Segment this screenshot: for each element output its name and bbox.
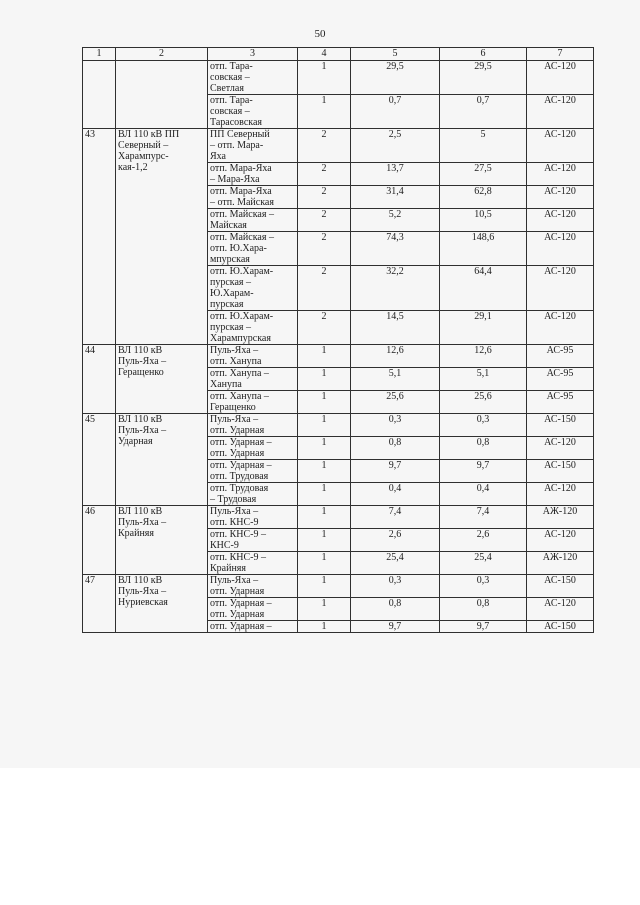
cell-text-line: Харампурская xyxy=(210,333,271,344)
length-cell: 25,6 xyxy=(351,391,440,414)
wire-type-cell: АС-95 xyxy=(527,368,594,391)
length-cell: 0,8 xyxy=(351,598,440,621)
cell-text-line: Яха xyxy=(210,151,226,162)
column-number-4: 4 xyxy=(298,48,351,61)
table-row xyxy=(83,506,594,529)
cell-text-line: Тарасовская xyxy=(210,117,263,128)
wire-type-cell: АС-120 xyxy=(527,129,594,163)
circuits-cell: 2 xyxy=(298,186,351,209)
column-number-7: 7 xyxy=(527,48,594,61)
circuits-cell: 1 xyxy=(298,506,351,529)
cell-text-line: Светлая xyxy=(210,83,244,94)
cell-text-line: Харампурс- xyxy=(118,151,169,162)
cell-text-line: отп. Ударная xyxy=(210,425,265,436)
circuits-cell: 1 xyxy=(298,95,351,129)
table-row xyxy=(83,575,594,598)
cell-text-line: Пуль-Яха – xyxy=(210,575,259,586)
cell-text-line: отп. КНС-9 xyxy=(210,517,259,528)
cell-text-line: Крайняя xyxy=(118,528,155,539)
cell-text-line: отп. Майская – xyxy=(210,232,274,243)
total-length-cell: 27,5 xyxy=(440,163,527,186)
total-length-cell: 0,8 xyxy=(440,598,527,621)
circuits-cell: 1 xyxy=(298,460,351,483)
cell-text-line: Пуль-Яха – xyxy=(118,425,167,436)
line-name-cell xyxy=(116,414,208,506)
total-length-cell: 0,8 xyxy=(440,437,527,460)
column-number-5: 5 xyxy=(351,48,440,61)
cell-text-line: пурская – xyxy=(210,322,252,333)
section-cell xyxy=(208,345,298,368)
column-number-6: 6 xyxy=(440,48,527,61)
circuits-cell: 2 xyxy=(298,129,351,163)
wire-type-cell: АС-95 xyxy=(527,391,594,414)
circuits-cell: 2 xyxy=(298,311,351,345)
wire-type-cell: АС-120 xyxy=(527,437,594,460)
cell-text-line: Нуриевская xyxy=(118,597,168,608)
cell-text-line: – Мара-Яха xyxy=(210,174,260,185)
table-row xyxy=(83,61,594,95)
length-cell: 74,3 xyxy=(351,232,440,266)
total-length-cell: 29,5 xyxy=(440,61,527,95)
length-cell: 7,4 xyxy=(351,506,440,529)
section-cell xyxy=(208,129,298,163)
table-row xyxy=(83,129,594,163)
line-number-cell: 47 xyxy=(83,575,116,633)
circuits-cell: 2 xyxy=(298,163,351,186)
column-number-row xyxy=(83,48,594,61)
cell-text-line: КНС-9 xyxy=(210,540,239,551)
cell-text-line: Пуль-Яха – xyxy=(118,517,167,528)
cell-text-line: Ханупа xyxy=(210,379,242,390)
length-cell: 31,4 xyxy=(351,186,440,209)
cell-text-line: ВЛ 110 кВ ПП xyxy=(118,129,180,140)
cell-text-line: отп. Ю.Хара- xyxy=(210,243,267,254)
total-length-cell: 2,6 xyxy=(440,529,527,552)
cell-text-line: отп. Ханупа – xyxy=(210,368,269,379)
cell-text-line: пурская xyxy=(210,299,244,310)
cell-text-line: Северный – xyxy=(118,140,169,151)
line-name-cell xyxy=(116,575,208,633)
circuits-cell: 1 xyxy=(298,575,351,598)
total-length-cell: 10,5 xyxy=(440,209,527,232)
length-cell: 9,7 xyxy=(351,460,440,483)
cell-text-line: отп. Ударная – xyxy=(210,598,272,609)
cell-text-line: Майская xyxy=(210,220,247,231)
cell-text-line: Крайняя xyxy=(210,563,247,574)
cell-text-line: Ю.Харам- xyxy=(210,288,254,299)
cell-text-line: отп. Ударная – xyxy=(210,460,272,471)
length-cell: 14,5 xyxy=(351,311,440,345)
cell-text-line: Геращенко xyxy=(118,367,164,378)
wire-type-cell: АС-120 xyxy=(527,232,594,266)
total-length-cell: 29,1 xyxy=(440,311,527,345)
section-cell xyxy=(208,61,298,95)
circuits-cell: 2 xyxy=(298,209,351,232)
cell-text-line: отп. Майская – xyxy=(210,209,274,220)
cell-text-line: отп. КНС-9 – xyxy=(210,529,266,540)
cell-text-line: Пуль-Яха – xyxy=(210,414,259,425)
wire-type-cell: АЖ-120 xyxy=(527,506,594,529)
line-number-cell: 46 xyxy=(83,506,116,575)
line-name-cell xyxy=(116,129,208,345)
cell-text-line: Геращенко xyxy=(210,402,256,413)
length-cell: 12,6 xyxy=(351,345,440,368)
cell-text-line: Пуль-Яха – xyxy=(210,345,259,356)
wire-type-cell: АС-120 xyxy=(527,529,594,552)
length-cell: 29,5 xyxy=(351,61,440,95)
wire-type-cell: АЖ-120 xyxy=(527,552,594,575)
length-cell: 0,3 xyxy=(351,414,440,437)
cell-text-line: отп. Ханупа – xyxy=(210,391,269,402)
column-number-1: 1 xyxy=(83,48,116,61)
section-cell xyxy=(208,598,298,621)
cell-text-line: – отп. Майская xyxy=(210,197,274,208)
cell-text-line: ВЛ 110 кВ xyxy=(118,345,163,356)
circuits-cell: 1 xyxy=(298,414,351,437)
circuits-cell: 1 xyxy=(298,345,351,368)
cell-text-line: мпурская xyxy=(210,254,250,265)
cell-text-line: отп. Мара-Яха xyxy=(210,163,272,174)
cell-text-line: отп. КНС-9 – xyxy=(210,552,266,563)
cell-text-line: отп. Ударная – xyxy=(210,437,272,448)
cell-text-line: отп. Тара- xyxy=(210,95,253,106)
cell-text-line: Ударная xyxy=(118,436,153,447)
length-cell: 32,2 xyxy=(351,266,440,311)
cell-text-line: совская – xyxy=(210,106,250,117)
circuits-cell: 1 xyxy=(298,598,351,621)
section-cell xyxy=(208,460,298,483)
circuits-cell: 1 xyxy=(298,437,351,460)
cell-text-line: отп. Трудовая xyxy=(210,483,269,494)
cell-text-line: ВЛ 110 кВ xyxy=(118,575,163,586)
section-cell xyxy=(208,311,298,345)
total-length-cell: 64,4 xyxy=(440,266,527,311)
circuits-cell: 1 xyxy=(298,529,351,552)
total-length-cell: 0,7 xyxy=(440,95,527,129)
table-row xyxy=(83,414,594,437)
wire-type-cell: АС-150 xyxy=(527,460,594,483)
line-name-cell xyxy=(116,506,208,575)
cell-text-line: отп. Ударная xyxy=(210,609,265,620)
total-length-cell: 0,4 xyxy=(440,483,527,506)
section-cell xyxy=(208,232,298,266)
length-cell: 0,4 xyxy=(351,483,440,506)
length-cell: 2,6 xyxy=(351,529,440,552)
cell-text-line: Пуль-Яха – xyxy=(210,506,259,517)
line-number-cell xyxy=(83,61,116,129)
column-number-2: 2 xyxy=(116,48,208,61)
length-cell: 5,1 xyxy=(351,368,440,391)
total-length-cell: 0,3 xyxy=(440,575,527,598)
cell-text-line: кая-1,2 xyxy=(118,162,148,173)
cell-text-line: отп. Ударная xyxy=(210,448,265,459)
cell-text-line: ПП Северный xyxy=(210,129,270,140)
cell-text-line: отп. Ханупа xyxy=(210,356,262,367)
section-cell xyxy=(208,368,298,391)
line-number-cell: 43 xyxy=(83,129,116,345)
line-number-cell: 44 xyxy=(83,345,116,414)
wire-type-cell: АС-120 xyxy=(527,95,594,129)
circuits-cell: 1 xyxy=(298,621,351,633)
section-cell xyxy=(208,552,298,575)
section-cell xyxy=(208,529,298,552)
wire-type-cell: АС-120 xyxy=(527,598,594,621)
cell-text-line: ВЛ 110 кВ xyxy=(118,414,163,425)
circuits-cell: 1 xyxy=(298,391,351,414)
power-lines-table xyxy=(82,47,594,633)
circuits-cell: 2 xyxy=(298,232,351,266)
table-row xyxy=(83,345,594,368)
section-cell xyxy=(208,95,298,129)
cell-text-line: отп. Ударная – xyxy=(210,621,272,632)
circuits-cell: 1 xyxy=(298,483,351,506)
page-number: 50 xyxy=(314,28,326,40)
cell-text-line: Пуль-Яха – xyxy=(118,586,167,597)
total-length-cell: 5 xyxy=(440,129,527,163)
section-cell xyxy=(208,575,298,598)
wire-type-cell: АС-120 xyxy=(527,186,594,209)
total-length-cell: 25,6 xyxy=(440,391,527,414)
line-number-cell: 45 xyxy=(83,414,116,506)
total-length-cell: 5,1 xyxy=(440,368,527,391)
column-number-3: 3 xyxy=(208,48,298,61)
wire-type-cell: АС-120 xyxy=(527,209,594,232)
total-length-cell: 9,7 xyxy=(440,621,527,633)
line-name-cell xyxy=(116,61,208,129)
length-cell: 25,4 xyxy=(351,552,440,575)
section-cell xyxy=(208,483,298,506)
section-cell xyxy=(208,186,298,209)
total-length-cell: 7,4 xyxy=(440,506,527,529)
total-length-cell: 62,8 xyxy=(440,186,527,209)
cell-text-line: пурская – xyxy=(210,277,252,288)
length-cell: 0,3 xyxy=(351,575,440,598)
wire-type-cell: АС-150 xyxy=(527,575,594,598)
total-length-cell: 25,4 xyxy=(440,552,527,575)
cell-text-line: отп. Тара- xyxy=(210,61,253,72)
wire-type-cell: АС-120 xyxy=(527,311,594,345)
cell-text-line: отп. Мара-Яха xyxy=(210,186,272,197)
circuits-cell: 1 xyxy=(298,552,351,575)
wire-type-cell: АС-120 xyxy=(527,266,594,311)
length-cell: 5,2 xyxy=(351,209,440,232)
wire-type-cell: АС-150 xyxy=(527,414,594,437)
wire-type-cell: АС-120 xyxy=(527,483,594,506)
length-cell: 2,5 xyxy=(351,129,440,163)
length-cell: 0,7 xyxy=(351,95,440,129)
wire-type-cell: АС-120 xyxy=(527,61,594,95)
wire-type-cell: АС-120 xyxy=(527,163,594,186)
line-name-cell xyxy=(116,345,208,414)
section-cell xyxy=(208,414,298,437)
cell-text-line: отп. Ю.Харам- xyxy=(210,311,274,322)
section-cell xyxy=(208,621,298,633)
section-cell xyxy=(208,506,298,529)
cell-text-line: – отп. Мара- xyxy=(210,140,264,151)
total-length-cell: 148,6 xyxy=(440,232,527,266)
section-cell xyxy=(208,391,298,414)
total-length-cell: 0,3 xyxy=(440,414,527,437)
cell-text-line: совская – xyxy=(210,72,250,83)
circuits-cell: 1 xyxy=(298,368,351,391)
length-cell: 0,8 xyxy=(351,437,440,460)
total-length-cell: 9,7 xyxy=(440,460,527,483)
total-length-cell: 12,6 xyxy=(440,345,527,368)
section-cell xyxy=(208,209,298,232)
section-cell xyxy=(208,437,298,460)
table-body xyxy=(83,61,594,633)
length-cell: 9,7 xyxy=(351,621,440,633)
circuits-cell: 2 xyxy=(298,266,351,311)
section-cell xyxy=(208,266,298,311)
cell-text-line: – Трудовая xyxy=(210,494,257,505)
cell-text-line: ВЛ 110 кВ xyxy=(118,506,163,517)
cell-text-line: Пуль-Яха – xyxy=(118,356,167,367)
length-cell: 13,7 xyxy=(351,163,440,186)
wire-type-cell: АС-95 xyxy=(527,345,594,368)
wire-type-cell: АС-150 xyxy=(527,621,594,633)
cell-text-line: отп. Ю.Харам- xyxy=(210,266,274,277)
cell-text-line: отп. Ударная xyxy=(210,586,265,597)
circuits-cell: 1 xyxy=(298,61,351,95)
cell-text-line: отп. Трудовая xyxy=(210,471,269,482)
section-cell xyxy=(208,163,298,186)
